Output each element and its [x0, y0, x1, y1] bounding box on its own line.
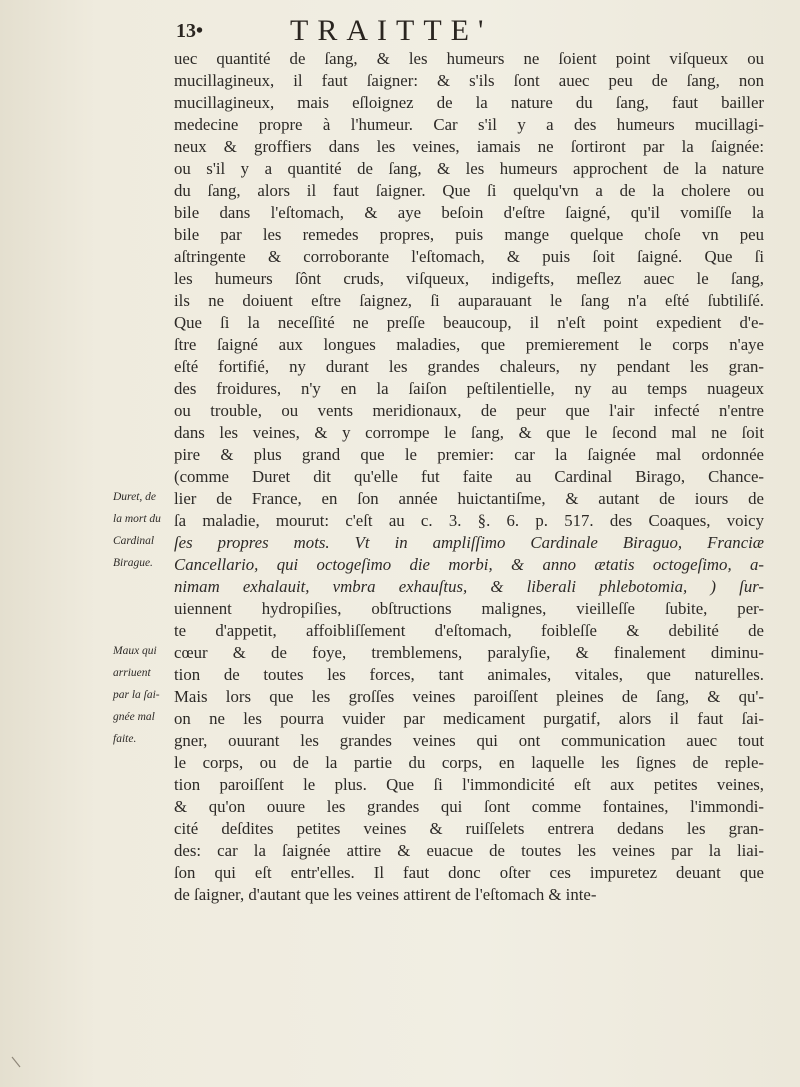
margin-note: la mort du — [113, 513, 161, 525]
margin-note: gnée mal — [113, 711, 155, 723]
margin-note: Birague. — [113, 557, 153, 569]
margin-note — [113, 596, 175, 618]
text-line: les humeurs ſônt cruds, viſqueux, indigefts, meſlez auec le ſang, — [174, 269, 764, 288]
text-line: de ſaigner, d'autant que les veines attirent de l'eſtomach & inte- — [174, 885, 597, 904]
margin-note: faite. — [113, 733, 137, 745]
text-line: ſa maladie, mourut: c'eſt au c. 3. §. 6. p. 517. des Coaques, voicy — [174, 511, 764, 530]
text-line: des froidures, n'y en la ſaiſon peſtilentielle, ny au temps nuageux — [174, 379, 764, 398]
text-line: Que ſi la neceſſité ne preſſe beaucoup, il n'eſt point expedient d'e- — [174, 313, 764, 332]
running-title: TRAITTE' — [290, 14, 493, 47]
text-line: ou s'il y a quantité de ſang, & les humeurs approchent de la nature — [174, 159, 764, 178]
text-line: ſtre ſaigné aux longues maladies, que premierement le corps n'aye — [174, 335, 764, 354]
binding-mark — [10, 1055, 24, 1069]
text-line: medecine propre à l'humeur. Car s'il y a des humeurs mucillagi- — [174, 115, 764, 134]
text-line: ſes propres mots. Vt in ampliſſimo Cardinale Biraguo, Franciæ — [174, 533, 764, 552]
margin-note — [113, 618, 175, 640]
text-line: ſon qui eſt entr'elles. Il faut donc oſter ces impuretez deuant que — [174, 863, 764, 882]
text-line: tion paroiſſent le plus. Que ſi l'immondicité eſt aux petites veines, — [174, 775, 764, 794]
text-line: cœur & de foye, tremblemens, paralyſie, & finalement diminu- — [174, 643, 764, 662]
margin-note: Cardinal — [113, 535, 155, 547]
text-line: Cancellario, qui octogeſimo die morbi, & anno ætatis octogeſimo, a- — [174, 555, 764, 574]
text-line: mucillagineux, mais eſloignez de la nature du ſang, faut bailler — [174, 93, 764, 112]
text-line: on ne les pourra vuider par medicament purgatif, alors il faut ſai- — [174, 709, 764, 728]
text-line: Mais lors que les groſſes veines paroiſſent pleines de ſang, & qu'- — [174, 687, 764, 706]
text-line: aſtringente & corroborante l'eſtomach, & puis ſoit ſaigné. Que ſi — [174, 247, 764, 266]
text-line: ou trouble, ou vents meridionaux, de peur que l'air infecté n'entre — [174, 401, 764, 420]
text-line: ils ne doiuent eſtre ſaignez, ſi auparauant le ſang n'a eſté ſubtiliſé. — [174, 291, 764, 310]
text-line: dans les veines, & y corrompe le ſang, & que le ſecond mal ne ſoit — [174, 423, 764, 442]
text-line: (comme Duret dit qu'elle fut faite au Cardinal Birago, Chance- — [174, 467, 764, 486]
text-line: lier de France, en ſon année huictantiſme, & autant de iours de — [174, 489, 764, 508]
text-line: & qu'on ouure les grandes qui ſont comme fontaines, l'immondi- — [174, 797, 764, 816]
text-line: pire & plus grand que le premier: car la ſaignée mal ordonnée — [174, 445, 764, 464]
text-line: eſté fortifié, ny durant les grandes chaleurs, ny pendant les gran- — [174, 357, 764, 376]
text-line: uec quantité de ſang, & les humeurs ne ſoient point viſqueux ou — [174, 49, 764, 68]
body-text — [174, 48, 764, 906]
text-line: neux & groffiers dans les veines, iamais ne ſortiront par la ſaignée: — [174, 137, 764, 156]
margin-notes — [113, 486, 175, 750]
page-number: 13• — [176, 20, 204, 42]
text-line: du ſang, alors il faut ſaigner. Que ſi quelqu'vn a de la cholere ou — [174, 181, 764, 200]
text-line: bile par les remedes propres, puis mange quelque choſe vn peu — [174, 225, 764, 244]
page-header — [0, 12, 800, 46]
text-line: uiennent hydropiſies, obſtructions malignes, vieilleſſe ſubite, per- — [174, 599, 764, 618]
margin-note — [113, 574, 175, 596]
text-line: te d'appetit, affoibliſſement d'eſtomach, foibleſſe & debilité de — [174, 621, 764, 640]
margin-note: Maux qui — [113, 645, 157, 657]
text-line: des: car la ſaignée attire & euacue de toutes les veines par la liai- — [174, 841, 764, 860]
margin-note: par la ſai- — [113, 689, 160, 701]
text-line: bile dans l'eſtomach, & aye beſoin d'eſtre ſaigné, qu'il vomiſſe la — [174, 203, 764, 222]
text-line: mucillagineux, il faut ſaigner: & s'ils ſont auec peu de ſang, non — [174, 71, 764, 90]
margin-note: arriuent — [113, 667, 151, 679]
text-line: gner, ouurant les grandes veines qui ont communication auec tout — [174, 731, 764, 750]
text-line: tion de toutes les forces, tant animales, vitales, que naturelles. — [174, 665, 764, 684]
margin-note: Duret, de — [113, 491, 157, 503]
text-line: cité deſdites petites veines & ruiſſelets entrera dedans les gran- — [174, 819, 764, 838]
text-line: nimam exhalauit, vmbra exhauſtus, & liberali phlebotomia, ) ſur- — [174, 577, 764, 596]
text-line: le corps, ou de la partie du corps, en laquelle les ſignes de reple- — [174, 753, 764, 772]
